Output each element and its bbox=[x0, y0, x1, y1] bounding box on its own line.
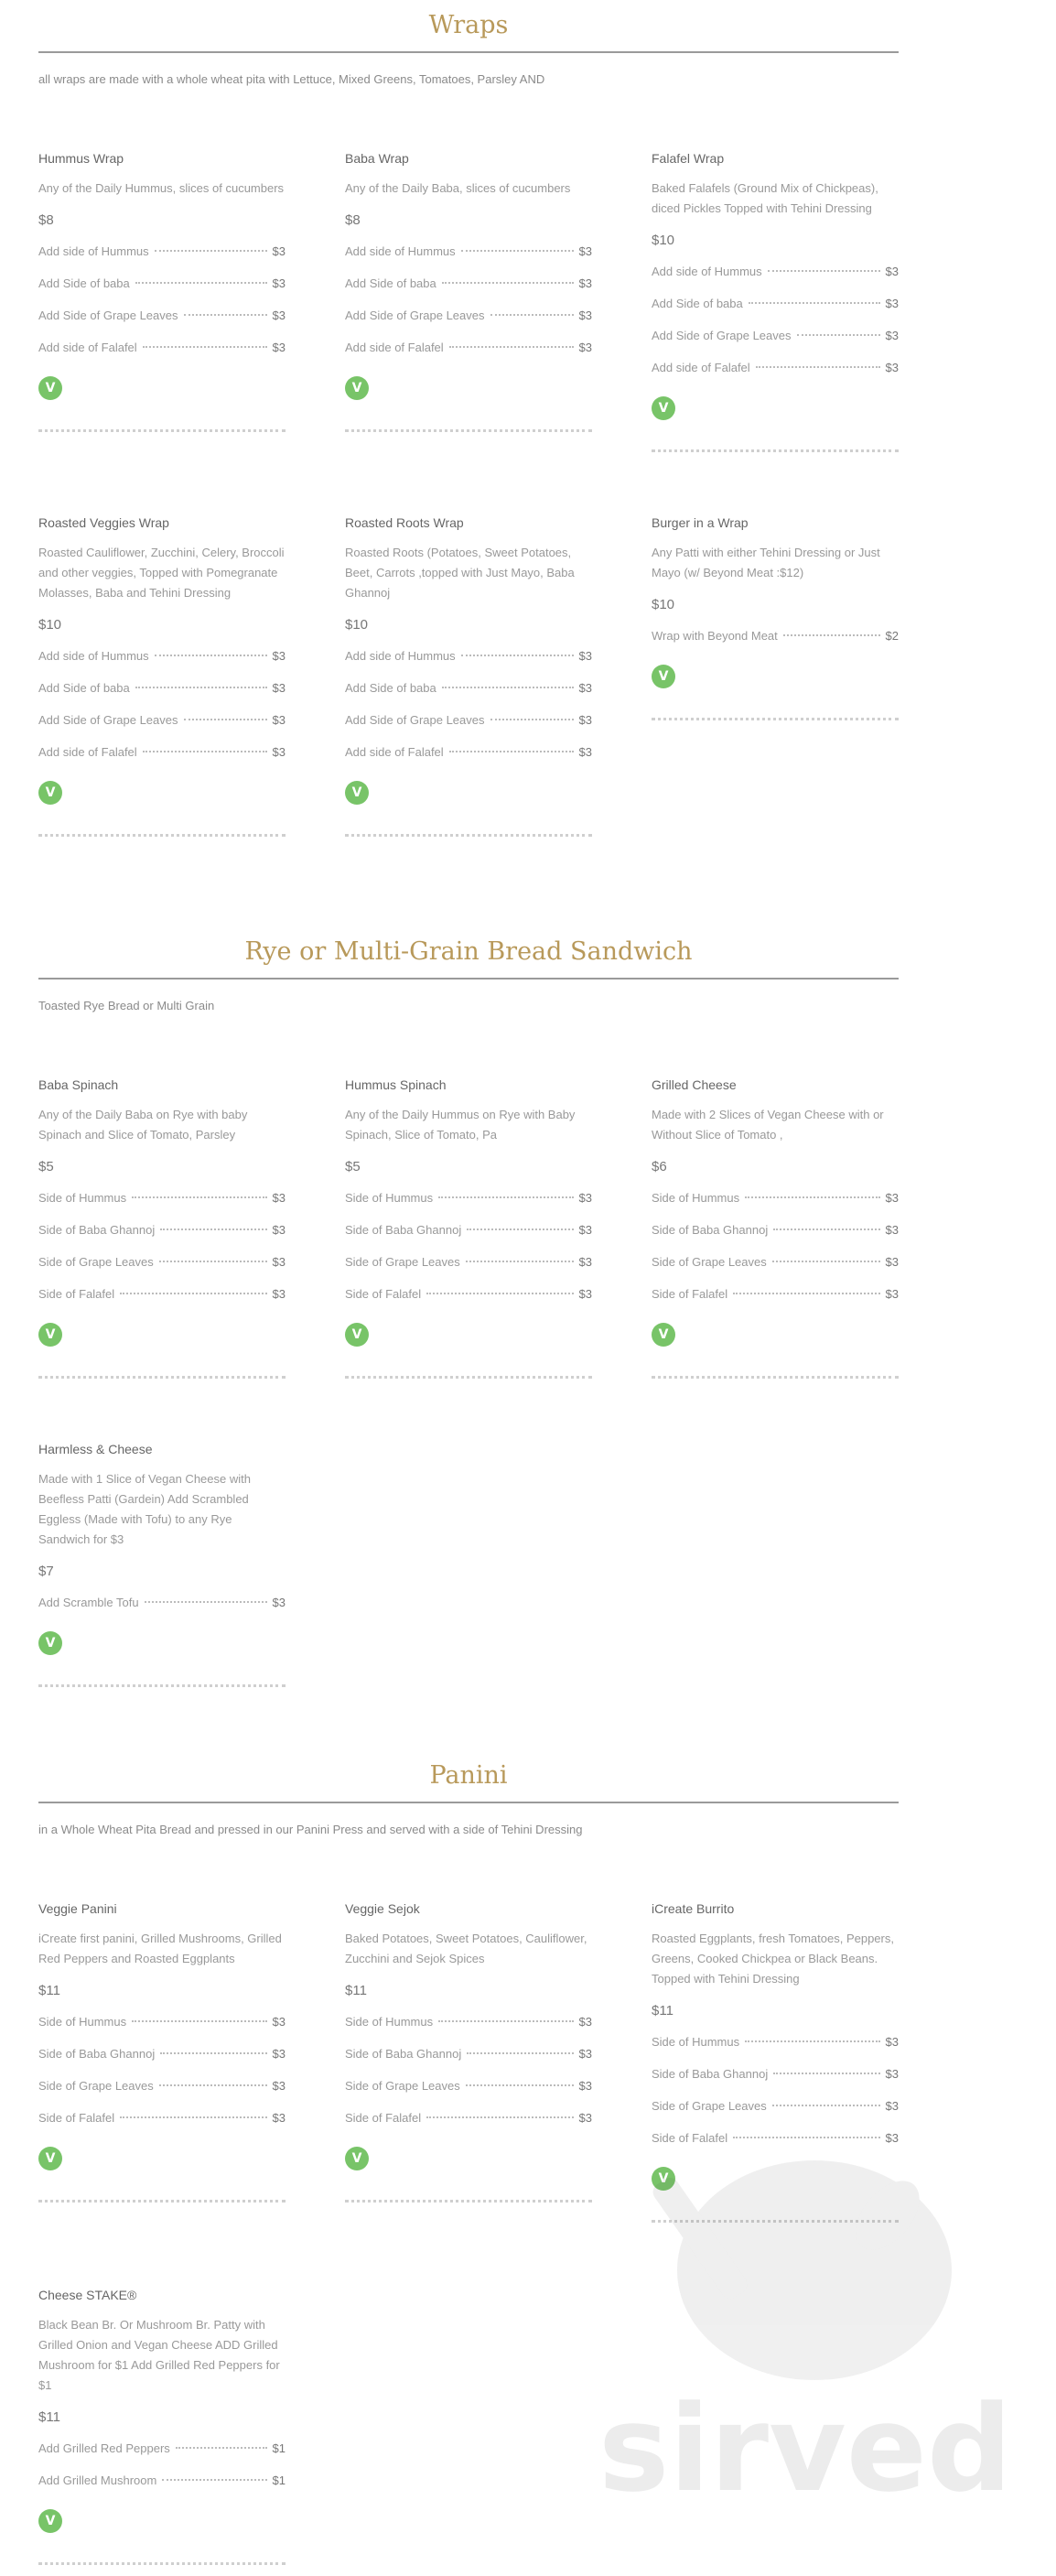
addon-option[interactable] bbox=[38, 2077, 286, 2109]
menu-item[interactable] bbox=[38, 1900, 286, 2203]
addon-option[interactable] bbox=[38, 2109, 286, 2141]
item-name: Roasted Veggies Wrap bbox=[38, 515, 169, 530]
addon-option[interactable] bbox=[652, 1253, 899, 1285]
addon-label: Add Scramble Tofu bbox=[38, 1596, 139, 1609]
item-separator bbox=[652, 1376, 899, 1379]
addon-option[interactable] bbox=[652, 263, 899, 295]
addon-price: $3 bbox=[272, 1191, 286, 1205]
item-name: Harmless & Cheese bbox=[38, 1442, 153, 1456]
vegan-badge-icon: V bbox=[345, 1323, 369, 1347]
item-name: Baba Spinach bbox=[38, 1077, 119, 1092]
addon-price: $1 bbox=[272, 2473, 286, 2487]
addon-price: $3 bbox=[885, 2035, 899, 2049]
addon-option[interactable] bbox=[652, 2065, 899, 2097]
dot-leader bbox=[160, 1228, 266, 1230]
addon-label: Add side of Falafel bbox=[652, 361, 750, 374]
item-price: $8 bbox=[38, 212, 54, 228]
dot-leader bbox=[438, 2020, 573, 2022]
addon-price: $3 bbox=[578, 1255, 592, 1269]
addon-label: Side of Baba Ghannoj bbox=[38, 2047, 156, 2061]
dot-leader bbox=[143, 346, 267, 348]
dot-leader bbox=[467, 1228, 573, 1230]
addon-label: Add Side of Grape Leaves bbox=[345, 308, 485, 322]
item-separator bbox=[38, 429, 286, 432]
dot-leader bbox=[145, 1601, 267, 1603]
item-description: Made with 2 Slices of Vegan Cheese with or Without Slice of Tomato , bbox=[652, 1108, 884, 1142]
vegan-badge-icon: V bbox=[38, 781, 62, 805]
addon-label: Side of Grape Leaves bbox=[38, 2079, 154, 2093]
item-description: Any of the Daily Hummus, slices of cucumbers bbox=[38, 181, 285, 195]
item-description: Any of the Daily Baba, slices of cucumbers bbox=[345, 181, 571, 195]
addon-price: $3 bbox=[885, 1255, 899, 1269]
addon-option[interactable] bbox=[38, 743, 286, 775]
addon-option[interactable] bbox=[345, 2109, 592, 2141]
vegan-badge-icon: V bbox=[345, 376, 369, 400]
addon-option[interactable] bbox=[345, 647, 592, 679]
addon-price: $3 bbox=[578, 1223, 592, 1237]
dot-leader bbox=[184, 314, 267, 316]
addon-price: $3 bbox=[885, 297, 899, 310]
addon-price: $3 bbox=[578, 649, 592, 663]
addon-price: $3 bbox=[578, 276, 592, 290]
section-title: Rye or Multi-Grain Bread Sandwich bbox=[244, 937, 693, 966]
addon-label: Add side of Hummus bbox=[345, 244, 456, 258]
dot-leader bbox=[155, 655, 267, 656]
item-price: $11 bbox=[38, 2409, 60, 2425]
item-description: Baked Potatoes, Sweet Potatoes, Cauliflower, Zucchini and Sejok Spices bbox=[345, 1932, 587, 1965]
addon-option[interactable] bbox=[345, 1221, 592, 1253]
sirved-watermark-text: sirved bbox=[598, 2379, 1013, 2517]
addon-list bbox=[38, 2440, 286, 2504]
addon-label: Side of Baba Ghannoj bbox=[38, 1223, 156, 1237]
addon-option[interactable] bbox=[38, 711, 286, 743]
item-separator bbox=[38, 1684, 286, 1687]
item-separator bbox=[38, 2562, 286, 2565]
addon-list bbox=[652, 627, 899, 659]
addon-option[interactable] bbox=[652, 627, 899, 659]
addon-price: $3 bbox=[578, 2111, 592, 2125]
addon-option[interactable] bbox=[345, 711, 592, 743]
addon-label: Side of Baba Ghannoj bbox=[652, 1223, 769, 1237]
addon-label: Side of Hummus bbox=[38, 2015, 127, 2029]
addon-label: Add side of Hummus bbox=[345, 649, 456, 663]
addon-label: Add Side of baba bbox=[38, 681, 130, 695]
addon-label: Add side of Hummus bbox=[38, 649, 149, 663]
addon-price: $3 bbox=[272, 341, 286, 354]
addon-option[interactable] bbox=[652, 1285, 899, 1317]
addon-option[interactable] bbox=[345, 1253, 592, 1285]
addon-option[interactable] bbox=[345, 1285, 592, 1317]
item-price: $8 bbox=[345, 212, 361, 228]
vegan-badge-icon: V bbox=[652, 2167, 675, 2191]
item-price: $5 bbox=[345, 1159, 361, 1174]
addon-option[interactable] bbox=[345, 243, 592, 275]
dot-leader bbox=[160, 2052, 266, 2054]
addon-option[interactable] bbox=[38, 307, 286, 339]
dot-leader bbox=[733, 1293, 879, 1294]
addon-price: $2 bbox=[885, 629, 899, 643]
dot-leader bbox=[768, 270, 880, 272]
addon-label: Side of Falafel bbox=[652, 1287, 728, 1301]
addon-option[interactable] bbox=[345, 679, 592, 711]
item-price: $10 bbox=[38, 617, 62, 633]
addon-option[interactable] bbox=[345, 275, 592, 307]
addon-label: Side of Grape Leaves bbox=[652, 1255, 767, 1269]
addon-price: $3 bbox=[885, 2067, 899, 2081]
item-description: Roasted Roots (Potatoes, Sweet Potatoes, Beet, Carrots ,topped with Just Mayo, Baba Ghannoj bbox=[345, 546, 575, 600]
addon-label: Side of Hummus bbox=[38, 1191, 127, 1205]
addon-price: $3 bbox=[272, 713, 286, 727]
addon-price: $3 bbox=[272, 1596, 286, 1609]
addon-option[interactable] bbox=[652, 1221, 899, 1253]
addon-label: Side of Hummus bbox=[345, 2015, 434, 2029]
menu-item[interactable] bbox=[38, 1440, 286, 1687]
menu-item[interactable] bbox=[345, 1900, 592, 2203]
dot-leader bbox=[442, 687, 574, 688]
vegan-badge-icon: V bbox=[38, 2509, 62, 2533]
addon-option[interactable] bbox=[38, 2472, 286, 2504]
dot-leader bbox=[120, 1293, 266, 1294]
dot-leader bbox=[426, 1293, 573, 1294]
section-title: Panini bbox=[429, 1761, 508, 1790]
addon-option[interactable] bbox=[652, 2033, 899, 2065]
addon-list bbox=[38, 2013, 286, 2141]
addon-price: $3 bbox=[885, 2099, 899, 2113]
addon-price: $3 bbox=[578, 244, 592, 258]
addon-label: Add Side of Grape Leaves bbox=[345, 713, 485, 727]
addon-option[interactable] bbox=[38, 2440, 286, 2472]
dot-leader bbox=[438, 1196, 573, 1198]
addon-label: Side of Baba Ghannoj bbox=[345, 2047, 462, 2061]
addon-label: Side of Hummus bbox=[345, 1191, 434, 1205]
menu-section bbox=[38, 7, 899, 800]
addon-price: $3 bbox=[885, 1223, 899, 1237]
item-price: $10 bbox=[652, 597, 675, 612]
addon-label: Add Side of baba bbox=[652, 297, 743, 310]
addon-label: Add Side of baba bbox=[38, 276, 130, 290]
addon-price: $3 bbox=[272, 681, 286, 695]
addon-option[interactable] bbox=[38, 1221, 286, 1253]
addon-price: $3 bbox=[885, 1287, 899, 1301]
addon-label: Side of Hummus bbox=[652, 1191, 740, 1205]
addon-label: Side of Grape Leaves bbox=[345, 1255, 460, 1269]
addon-option[interactable] bbox=[652, 359, 899, 391]
dot-leader bbox=[745, 1196, 879, 1198]
addon-option[interactable] bbox=[38, 1189, 286, 1221]
addon-option[interactable] bbox=[652, 2097, 899, 2129]
menu-item[interactable] bbox=[652, 149, 899, 452]
section-description: all wraps are made with a whole wheat pita with Lettuce, Mixed Greens, Tomatoes, Parsley AND bbox=[38, 72, 545, 86]
addon-price: $3 bbox=[272, 2079, 286, 2093]
item-name: Grilled Cheese bbox=[652, 1077, 737, 1092]
dot-leader bbox=[461, 655, 574, 656]
addon-label: Add Grilled Mushroom bbox=[38, 2473, 157, 2487]
dot-leader bbox=[132, 2020, 266, 2022]
addon-option[interactable] bbox=[652, 327, 899, 359]
menu-item[interactable] bbox=[652, 1076, 899, 1379]
addon-price: $3 bbox=[272, 2111, 286, 2125]
item-price: $11 bbox=[345, 1983, 367, 1998]
addon-option[interactable] bbox=[38, 275, 286, 307]
item-name: Baba Wrap bbox=[345, 151, 409, 166]
dot-leader bbox=[772, 2105, 880, 2106]
vegan-badge-icon: V bbox=[652, 665, 675, 688]
dot-leader bbox=[155, 250, 267, 252]
addon-price: $3 bbox=[272, 1287, 286, 1301]
addon-list bbox=[345, 2013, 592, 2141]
addon-price: $3 bbox=[272, 2015, 286, 2029]
sirved-watermark bbox=[586, 2133, 1025, 2517]
addon-label: Wrap with Beyond Meat bbox=[652, 629, 778, 643]
item-separator bbox=[345, 2200, 592, 2203]
addon-option[interactable] bbox=[345, 2045, 592, 2077]
menu-item[interactable] bbox=[38, 2286, 286, 2565]
item-name: Burger in a Wrap bbox=[652, 515, 749, 530]
addon-option[interactable] bbox=[652, 295, 899, 327]
vegan-badge-icon: V bbox=[652, 396, 675, 420]
item-separator bbox=[652, 718, 899, 720]
addon-price: $3 bbox=[885, 329, 899, 342]
addon-label: Side of Falafel bbox=[38, 2111, 115, 2125]
menu-section bbox=[38, 934, 899, 1651]
dot-leader bbox=[466, 1261, 574, 1262]
addon-price: $3 bbox=[578, 2015, 592, 2029]
item-separator bbox=[38, 2200, 286, 2203]
dot-leader bbox=[120, 2116, 266, 2118]
item-name: Veggie Sejok bbox=[345, 1901, 420, 1916]
menu-item[interactable] bbox=[38, 514, 286, 837]
section-divider bbox=[38, 51, 899, 53]
addon-price: $3 bbox=[578, 745, 592, 759]
item-description: Made with 1 Slice of Vegan Cheese with Beefless Patti (Gardein) Add Scrambled Eggless (Made with Tofu) to any Rye Sandwich for $3 bbox=[38, 1472, 251, 1546]
vegan-badge-icon: V bbox=[652, 1323, 675, 1347]
dot-leader bbox=[467, 2052, 573, 2054]
item-name: Roasted Roots Wrap bbox=[345, 515, 464, 530]
addon-label: Add side of Falafel bbox=[345, 745, 444, 759]
item-name: Falafel Wrap bbox=[652, 151, 725, 166]
item-separator bbox=[345, 1376, 592, 1379]
dot-leader bbox=[176, 2447, 267, 2449]
dot-leader bbox=[442, 282, 574, 284]
menu-item[interactable] bbox=[345, 514, 592, 837]
menu-item[interactable] bbox=[345, 1076, 592, 1379]
dot-leader bbox=[773, 2073, 879, 2074]
addon-label: Add Side of baba bbox=[345, 681, 436, 695]
addon-option[interactable] bbox=[38, 679, 286, 711]
dot-leader bbox=[756, 366, 880, 368]
addon-price: $3 bbox=[885, 1191, 899, 1205]
section-divider bbox=[38, 1802, 899, 1803]
dot-leader bbox=[135, 282, 267, 284]
addon-price: $3 bbox=[272, 745, 286, 759]
addon-list bbox=[38, 1594, 286, 1626]
addon-label: Side of Falafel bbox=[345, 2111, 422, 2125]
addon-option[interactable] bbox=[38, 243, 286, 275]
dot-leader bbox=[184, 719, 267, 720]
addon-option[interactable] bbox=[38, 339, 286, 371]
dot-leader bbox=[449, 751, 574, 752]
addon-option[interactable] bbox=[345, 743, 592, 775]
vegan-badge-icon: V bbox=[345, 781, 369, 805]
dot-leader bbox=[426, 2116, 573, 2118]
addon-label: Add side of Hummus bbox=[38, 244, 149, 258]
addon-price: $3 bbox=[578, 2079, 592, 2093]
item-price: $11 bbox=[652, 2003, 673, 2019]
item-price: $10 bbox=[652, 233, 675, 248]
addon-label: Add Side of Grape Leaves bbox=[652, 329, 792, 342]
addon-label: Add side of Falafel bbox=[345, 341, 444, 354]
addon-price: $3 bbox=[578, 681, 592, 695]
addon-price: $3 bbox=[272, 276, 286, 290]
addon-label: Side of Hummus bbox=[652, 2035, 740, 2049]
addon-label: Add Side of Grape Leaves bbox=[38, 713, 178, 727]
addon-label: Side of Falafel bbox=[652, 2131, 728, 2145]
item-description: Baked Falafels (Ground Mix of Chickpeas), diced Pickles Topped with Tehini Dressing bbox=[652, 181, 878, 215]
dot-leader bbox=[159, 2084, 267, 2086]
vegan-badge-icon: V bbox=[38, 1631, 62, 1655]
dot-leader bbox=[745, 2040, 879, 2042]
item-name: Veggie Panini bbox=[38, 1901, 117, 1916]
dot-leader bbox=[461, 250, 574, 252]
addon-label: Add side of Hummus bbox=[652, 265, 762, 278]
addon-price: $3 bbox=[272, 1255, 286, 1269]
addon-label: Side of Grape Leaves bbox=[652, 2099, 767, 2113]
vegan-badge-icon: V bbox=[38, 376, 62, 400]
item-name: Hummus Spinach bbox=[345, 1077, 447, 1092]
addon-option[interactable] bbox=[38, 2045, 286, 2077]
addon-option[interactable] bbox=[345, 307, 592, 339]
addon-option[interactable] bbox=[345, 339, 592, 371]
menu-item[interactable] bbox=[345, 149, 592, 432]
addon-price: $3 bbox=[578, 308, 592, 322]
addon-option[interactable] bbox=[38, 1285, 286, 1317]
item-description: Roasted Eggplants, fresh Tomatoes, Peppers, Greens, Cooked Chickpea or Black Beans. Topped with Tehini Dressing bbox=[652, 1932, 894, 1986]
addon-label: Side of Falafel bbox=[345, 1287, 422, 1301]
dot-leader bbox=[449, 346, 574, 348]
dot-leader bbox=[132, 1196, 266, 1198]
addon-label: Add Side of baba bbox=[345, 276, 436, 290]
addon-option[interactable] bbox=[345, 1189, 592, 1221]
addon-price: $1 bbox=[272, 2441, 286, 2455]
addon-label: Add side of Falafel bbox=[38, 341, 137, 354]
addon-price: $3 bbox=[578, 2047, 592, 2061]
addon-option[interactable] bbox=[38, 647, 286, 679]
item-name: Cheese STAKE® bbox=[38, 2288, 137, 2302]
item-name: Hummus Wrap bbox=[38, 151, 124, 166]
addon-label: Side of Falafel bbox=[38, 1287, 115, 1301]
addon-option[interactable] bbox=[38, 1253, 286, 1285]
addon-price: $3 bbox=[578, 341, 592, 354]
addon-label: Add Grilled Red Peppers bbox=[38, 2441, 170, 2455]
dot-leader bbox=[490, 314, 574, 316]
vegan-badge-icon: V bbox=[345, 2147, 369, 2170]
menu-item[interactable] bbox=[38, 1076, 286, 1379]
addon-list bbox=[652, 1189, 899, 1317]
dot-leader bbox=[783, 634, 880, 636]
addon-list bbox=[345, 243, 592, 371]
addon-list bbox=[38, 243, 286, 371]
section-description: in a Whole Wheat Pita Bread and pressed in our Panini Press and served with a side of Tehini Dressing bbox=[38, 1823, 583, 1836]
item-description: Roasted Cauliflower, Zucchini, Celery, Broccoli and other veggies, Topped with Pomegranate Molasses, Baba and Tehini Dressing bbox=[38, 546, 285, 600]
item-price: $7 bbox=[38, 1564, 54, 1579]
dot-leader bbox=[143, 751, 267, 752]
dot-leader bbox=[490, 719, 574, 720]
item-separator bbox=[652, 449, 899, 452]
dot-leader bbox=[162, 2479, 266, 2481]
addon-price: $3 bbox=[272, 308, 286, 322]
dot-leader bbox=[135, 687, 267, 688]
addon-price: $3 bbox=[272, 244, 286, 258]
addon-list bbox=[38, 1189, 286, 1317]
item-description: Black Bean Br. Or Mushroom Br. Patty with Grilled Onion and Vegan Cheese ADD Grilled Mushroom for $1 Add Grilled Red Peppers for $1 bbox=[38, 2318, 280, 2392]
addon-price: $3 bbox=[272, 649, 286, 663]
addon-label: Add Side of Grape Leaves bbox=[38, 308, 178, 322]
dot-leader bbox=[159, 1261, 267, 1262]
item-price: $6 bbox=[652, 1159, 667, 1174]
section-title: Wraps bbox=[428, 11, 509, 39]
addon-option[interactable] bbox=[38, 2013, 286, 2045]
addon-price: $3 bbox=[272, 2047, 286, 2061]
item-description: iCreate first panini, Grilled Mushrooms, Grilled Red Peppers and Roasted Eggplants bbox=[38, 1932, 282, 1965]
addon-price: $3 bbox=[885, 2131, 899, 2145]
item-separator bbox=[345, 834, 592, 837]
item-separator bbox=[38, 834, 286, 837]
dot-leader bbox=[749, 302, 880, 304]
addon-label: Add side of Falafel bbox=[38, 745, 137, 759]
addon-price: $3 bbox=[578, 713, 592, 727]
addon-list bbox=[345, 647, 592, 775]
addon-price: $3 bbox=[578, 1191, 592, 1205]
addon-price: $3 bbox=[272, 1223, 286, 1237]
addon-option[interactable] bbox=[345, 2077, 592, 2109]
addon-price: $3 bbox=[885, 361, 899, 374]
menu-item[interactable] bbox=[38, 149, 286, 432]
addon-option[interactable] bbox=[345, 2013, 592, 2045]
item-description: Any of the Daily Baba on Rye with baby Spinach and Slice of Tomato, Parsley bbox=[38, 1108, 248, 1142]
section-divider bbox=[38, 978, 899, 980]
addon-option[interactable] bbox=[38, 1594, 286, 1626]
item-description: Any Patti with either Tehini Dressing or Just Mayo (w/ Beyond Meat :$12) bbox=[652, 546, 880, 579]
item-name: iCreate Burrito bbox=[652, 1901, 735, 1916]
item-price: $11 bbox=[38, 1983, 60, 1998]
dot-leader bbox=[773, 1228, 879, 1230]
item-description: Any of the Daily Hummus on Rye with Baby Spinach, Slice of Tomato, Pa bbox=[345, 1108, 576, 1142]
dot-leader bbox=[797, 334, 880, 336]
addon-list bbox=[38, 647, 286, 775]
item-separator bbox=[345, 429, 592, 432]
addon-label: Side of Baba Ghannoj bbox=[652, 2067, 769, 2081]
addon-label: Side of Grape Leaves bbox=[38, 1255, 154, 1269]
section-description: Toasted Rye Bread or Multi Grain bbox=[38, 999, 215, 1012]
dot-leader bbox=[466, 2084, 574, 2086]
addon-label: Side of Baba Ghannoj bbox=[345, 1223, 462, 1237]
addon-price: $3 bbox=[885, 265, 899, 278]
menu-item[interactable] bbox=[652, 514, 899, 720]
item-price: $5 bbox=[38, 1159, 54, 1174]
addon-list bbox=[345, 1189, 592, 1317]
vegan-badge-icon: V bbox=[38, 1323, 62, 1347]
addon-price: $3 bbox=[578, 1287, 592, 1301]
vegan-badge-icon: V bbox=[38, 2147, 62, 2170]
dot-leader bbox=[772, 1261, 880, 1262]
item-price: $10 bbox=[345, 617, 369, 633]
item-separator bbox=[38, 1376, 286, 1379]
addon-label: Side of Grape Leaves bbox=[345, 2079, 460, 2093]
addon-list bbox=[652, 263, 899, 391]
addon-option[interactable] bbox=[652, 1189, 899, 1221]
